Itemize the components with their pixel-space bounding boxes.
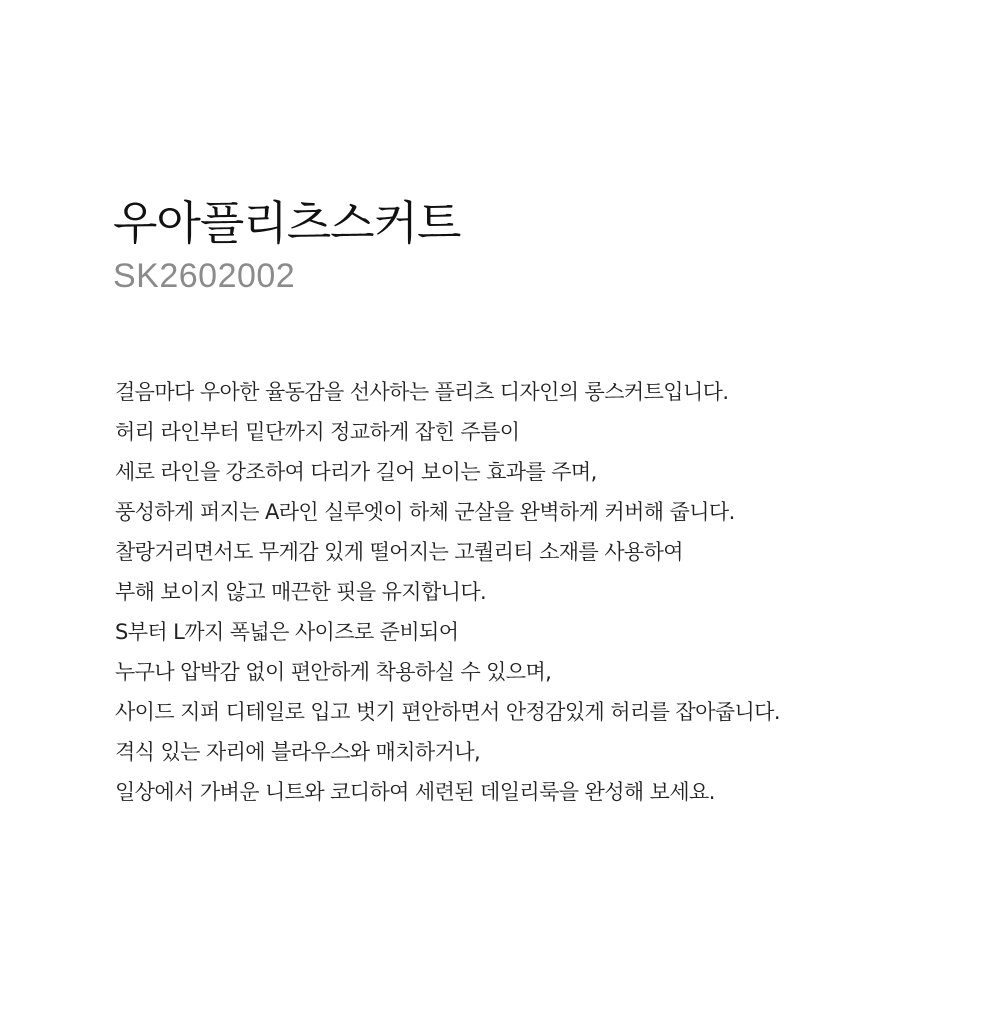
description-line: 일상에서 가벼운 니트와 코디하여 세련된 데일리룩을 완성해 보세요. — [115, 780, 715, 804]
product-code: SK2602002 — [113, 257, 296, 295]
description-line: 걸음마다 우아한 율동감을 선사하는 플리츠 디자인의 롱스커트입니다. — [115, 380, 729, 404]
product-title: 우아플리츠스커트 — [113, 196, 461, 250]
description-line: 허리 라인부터 밑단까지 정교하게 잡힌 주름이 — [115, 420, 520, 444]
description-line: 세로 라인을 강조하여 다리가 길어 보이는 효과를 주며, — [115, 460, 597, 484]
description-line: 사이드 지퍼 디테일로 입고 벗기 편안하면서 안정감있게 허리를 잡아줍니다. — [115, 700, 780, 724]
product-header — [113, 193, 973, 298]
description-line: 찰랑거리면서도 무게감 있게 떨어지는 고퀄리티 소재를 사용하여 — [115, 540, 683, 564]
description-line: 누구나 압박감 없이 편안하게 착용하실 수 있으며, — [115, 660, 552, 684]
product-description — [115, 372, 975, 812]
description-line: 풍성하게 퍼지는 A라인 실루엣이 하체 군살을 완벽하게 커버해 줍니다. — [115, 500, 735, 524]
description-line: S부터 L까지 폭넓은 사이즈로 준비되어 — [115, 620, 459, 644]
description-line: 격식 있는 자리에 블라우스와 매치하거나, — [115, 740, 481, 764]
description-line: 부해 보이지 않고 매끈한 핏을 유지합니다. — [115, 580, 487, 604]
